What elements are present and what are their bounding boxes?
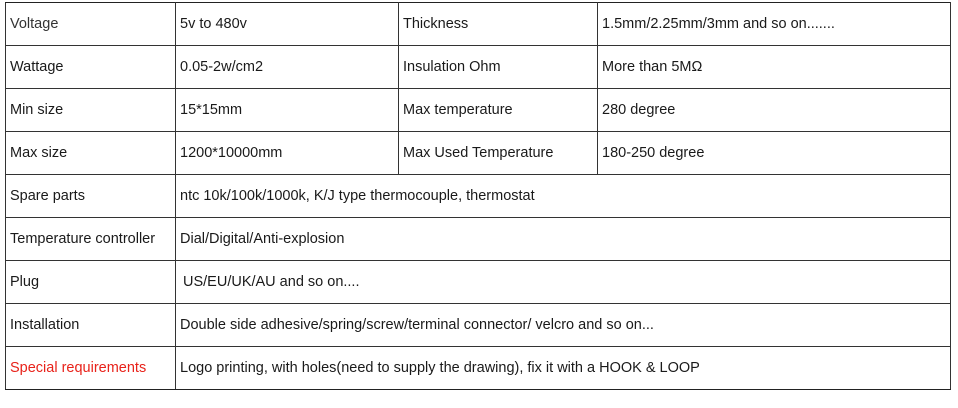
table-row (6, 347, 951, 390)
spec-value-max-temperature: 280 degree (598, 89, 951, 132)
specification-table (5, 2, 951, 390)
spec-value-spare-parts: ntc 10k/100k/1000k, K/J type thermocouple, thermostat (176, 175, 951, 218)
table-row (6, 89, 951, 132)
spec-value-plug: US/EU/UK/AU and so on.... (176, 261, 951, 304)
spec-label-insulation-ohm: Insulation Ohm (399, 46, 598, 89)
spec-label-temperature-controller: Temperature controller (6, 218, 176, 261)
table-row (6, 46, 951, 89)
table-row (6, 304, 951, 347)
spec-label-plug: Plug (6, 261, 176, 304)
spec-label-thickness: Thickness (399, 3, 598, 46)
spec-label-min-size: Min size (6, 89, 176, 132)
spec-value-max-used-temperature: 180-250 degree (598, 132, 951, 175)
table-row (6, 175, 951, 218)
table-row (6, 3, 951, 46)
spec-label-max-temperature: Max temperature (399, 89, 598, 132)
table-row (6, 261, 951, 304)
spec-value-max-size: 1200*10000mm (176, 132, 399, 175)
spec-value-special-requirements: Logo printing, with holes(need to supply the drawing), fix it with a HOOK & LOOP (176, 347, 951, 390)
spec-value-installation: Double side adhesive/spring/screw/terminal connector/ velcro and so on... (176, 304, 951, 347)
spec-label-max-size: Max size (6, 132, 176, 175)
spec-value-thickness: 1.5mm/2.25mm/3mm and so on....... (598, 3, 951, 46)
table-row (6, 218, 951, 261)
spec-label-installation: Installation (6, 304, 176, 347)
spec-label-special-requirements: Special requirements (6, 347, 176, 390)
spec-value-temperature-controller: Dial/Digital/Anti-explosion (176, 218, 951, 261)
spec-value-voltage: 5v to 480v (176, 3, 399, 46)
spec-value-insulation-ohm: More than 5MΩ (598, 46, 951, 89)
spec-label-max-used-temperature: Max Used Temperature (399, 132, 598, 175)
table-row (6, 132, 951, 175)
spec-value-wattage: 0.05-2w/cm2 (176, 46, 399, 89)
spec-label-voltage: Voltage (6, 3, 176, 46)
spec-value-min-size: 15*15mm (176, 89, 399, 132)
spec-label-wattage: Wattage (6, 46, 176, 89)
spec-label-spare-parts: Spare parts (6, 175, 176, 218)
